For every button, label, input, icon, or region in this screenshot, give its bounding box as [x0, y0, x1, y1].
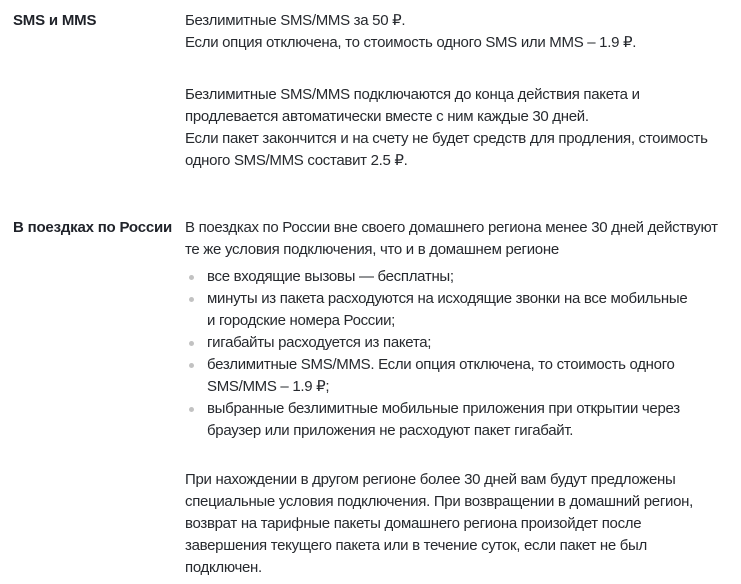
text-line: выбранные безлимитные мобильные приложения при открытии через — [207, 400, 680, 417]
list-item — [185, 332, 741, 354]
conditions-bullet-list — [185, 266, 741, 442]
paragraph-outro — [185, 469, 741, 579]
section-heading-travel-russia: В поездках по России — [13, 219, 173, 236]
section-travel-russia-content — [185, 217, 741, 579]
text-line: SMS/MMS – 1.9 ₽; — [207, 378, 330, 395]
section-sms-mms — [13, 10, 741, 172]
bullet-text — [207, 354, 675, 398]
list-item — [185, 354, 741, 398]
text-line: Безлимитные SMS/MMS подключаются до конца действия пакета и — [185, 86, 640, 103]
text-line: те же условия подключения, что и в домашнем регионе — [185, 241, 559, 258]
text-line: Если пакет закончится и на счету не будет средств для продления, стоимость — [185, 130, 708, 147]
bullet-dot-icon — [189, 275, 194, 280]
bullet-dot-icon — [189, 363, 194, 368]
text-line: завершения текущего пакета или в течение суток, если пакет не был — [185, 537, 647, 554]
bullet-dot-icon — [189, 297, 194, 302]
list-item — [185, 398, 741, 442]
text-line: возврат на тарифные пакеты домашнего региона произойдет после — [185, 515, 642, 532]
section-sms-mms-content — [185, 10, 741, 172]
bullet-text — [207, 398, 680, 442]
text-line: минуты из пакета расходуются на исходящие звонки на все мобильные — [207, 290, 688, 307]
text-line: При нахождении в другом регионе более 30 дней вам будут предложены — [185, 471, 676, 488]
text-line: все входящие вызовы — бесплатны; — [207, 268, 454, 285]
text-line: В поездках по России вне своего домашнего региона менее 30 дней действуют — [185, 219, 718, 236]
section-travel-russia-label-column — [13, 217, 185, 239]
bullet-text — [207, 332, 431, 354]
text-line: браузер или приложения не расходуют пакет гигабайт. — [207, 422, 574, 439]
text-line: продлевается автоматически вместе с ним каждые 30 дней. — [185, 108, 589, 125]
list-item — [185, 266, 741, 288]
section-sms-mms-label-column — [13, 10, 185, 32]
text-line: и городские номера России; — [207, 312, 396, 329]
bullet-dot-icon — [189, 407, 194, 412]
section-travel-russia — [13, 217, 741, 579]
bullet-text — [207, 288, 687, 332]
paragraph — [185, 10, 741, 54]
text-line: специальные условия подключения. При возвращении в домашний регион, — [185, 493, 693, 510]
text-line: безлимитные SMS/MMS. Если опция отключена, то стоимость одного — [207, 356, 675, 373]
bullet-dot-icon — [189, 341, 194, 346]
paragraph-intro — [185, 217, 741, 261]
text-line: Безлимитные SMS/MMS за 50 ₽. — [185, 12, 406, 29]
bullet-text — [207, 266, 454, 288]
text-line: подключен. — [185, 559, 262, 576]
text-line: Если опция отключена, то стоимость одного SMS или MMS – 1.9 ₽. — [185, 34, 637, 51]
paragraph — [185, 84, 741, 172]
text-line: гигабайты расходуется из пакета; — [207, 334, 432, 351]
section-heading-sms-mms: SMS и MMS — [13, 12, 97, 29]
text-line: одного SMS/MMS составит 2.5 ₽. — [185, 152, 408, 169]
list-item — [185, 288, 741, 332]
